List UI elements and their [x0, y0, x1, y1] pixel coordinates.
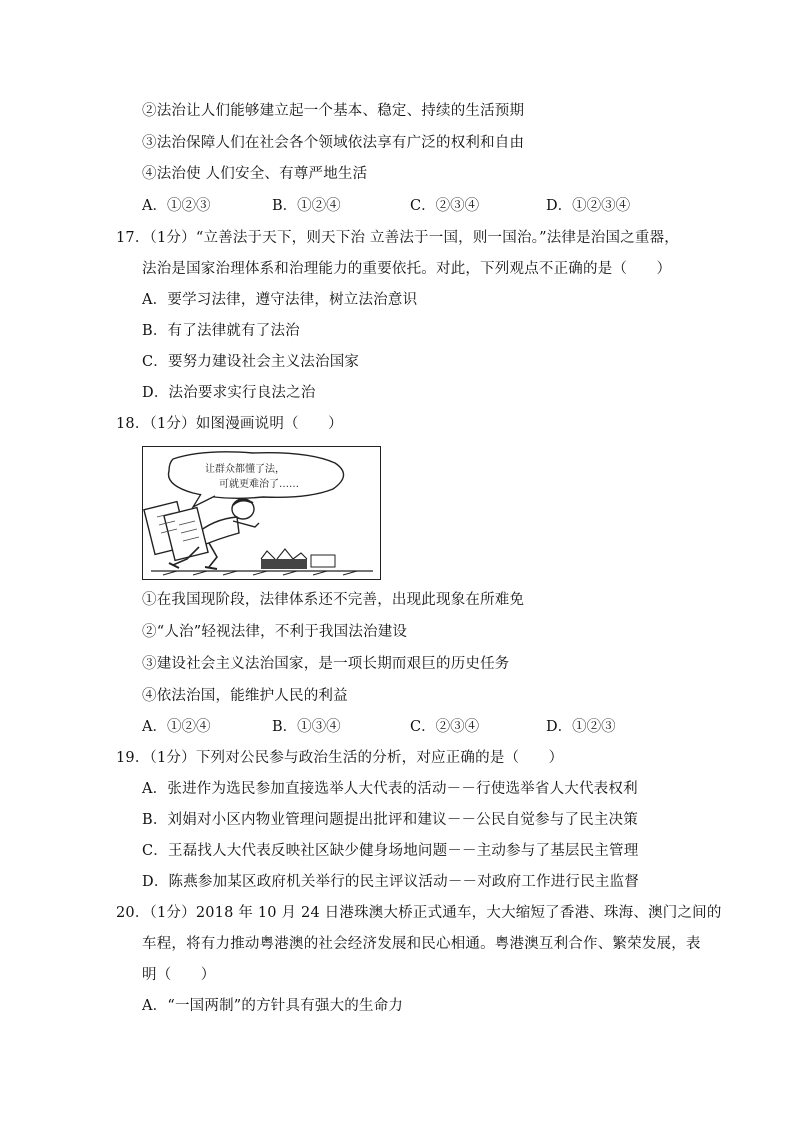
- q20-option-a: A．“一国两制”的方针具有强大的生命力: [142, 998, 404, 1014]
- q18-item-2: ②“人治”轻视法律，不利于我国法治建设: [142, 624, 408, 640]
- q17-option-c: C．要努力建设社会主义法治国家: [142, 354, 360, 370]
- q20-stem-line-2: 车程，将有力推动粤港澳的社会经济发展和民心相通。粤港澳互利合作、繁荣发展，表: [142, 936, 701, 952]
- q18-item-3: ③建设社会主义法治国家，是一项长期而艰巨的历史任务: [142, 656, 510, 672]
- q16-option-a: A．①②③: [142, 198, 211, 214]
- q17-stem-line-1: 17．（1分）“立善法于天下，则天下治 立善法于一国，则一国治。”法律是治国之重器，: [116, 230, 680, 246]
- q18-option-d: D．①②③: [546, 719, 616, 735]
- q19-stem: 19．（1分）下列对公民参与政治生活的分析，对应正确的是（ ）: [116, 750, 564, 766]
- q18-option-b: B．①③④: [272, 719, 341, 735]
- cartoon-bubble-line-1: 让群众都懂了法，: [205, 464, 285, 475]
- q19-option-b: B．刘娟对小区内物业管理问题提出批评和建议－－公民自觉参与了民主决策: [142, 812, 638, 828]
- q18-cartoon: [142, 446, 381, 580]
- q18-stem: 18．（1分）如图漫画说明（ ）: [116, 416, 343, 432]
- q20-stem-line-1: 20．（1分）2018 年 10 月 24 日港珠澳大桥正式通车，大大缩短了香港、珠海、澳门之间的: [116, 905, 722, 921]
- q18-option-a: A．①②④: [142, 719, 211, 735]
- q19-option-d: D．陈燕参加某区政府机关举行的民主评议活动－－对政府工作进行民主监督: [142, 874, 639, 890]
- q18-option-c: C．②③④: [410, 719, 480, 735]
- q16-item-4: ④法治使 人们安全、有尊严地生活: [142, 166, 368, 182]
- q18-item-1: ①在我国现阶段，法律体系还不完善，出现此现象在所难免: [142, 592, 525, 608]
- q16-option-d: D．①②③④: [546, 198, 631, 214]
- q16-item-3: ③法治保障人们在社会各个领域依法享有广泛的权利和自由: [142, 135, 525, 151]
- q16-option-c: C．②③④: [410, 198, 480, 214]
- q17-option-b: B．有了法律就有了法治: [142, 323, 300, 339]
- q17-option-a: A．要学习法律，遵守法律，树立法治意识: [142, 292, 418, 308]
- cartoon-bubble-line-2: 可就更难治了……: [219, 479, 299, 490]
- q18-item-4: ④依法治国，能维护人民的利益: [142, 688, 348, 704]
- q19-option-a: A．张进作为选民参加直接选举人大代表的活动－－行使选举省人大代表权利: [142, 781, 638, 797]
- q17-option-d: D．法治要求实行良法之治: [142, 385, 316, 401]
- q20-stem-line-3: 明（ ）: [142, 967, 216, 983]
- q16-item-2: ②法治让人们能够建立起一个基本、稳定、持续的生活预期: [142, 103, 525, 119]
- q17-stem-line-2: 法治是国家治理体系和治理能力的重要依托。对此，下列观点不正确的是（ ）: [142, 261, 672, 277]
- q16-option-b: B．①②④: [272, 198, 341, 214]
- q19-option-c: C．王磊找人大代表反映社区缺少健身场地问题－－主动参与了基层民主管理: [142, 843, 639, 859]
